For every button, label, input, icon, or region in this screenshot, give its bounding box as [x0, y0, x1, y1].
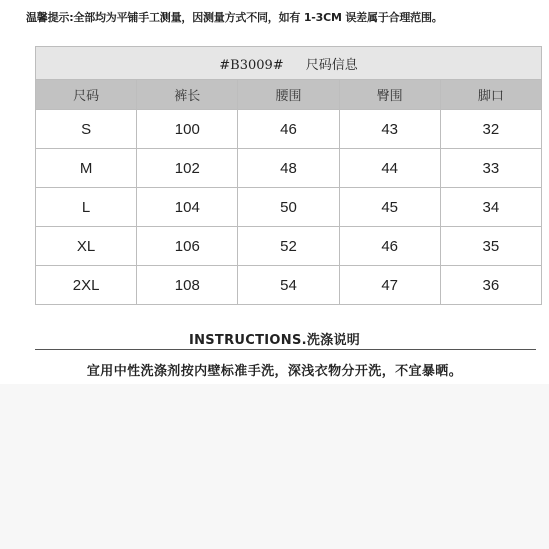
- table-row: [36, 149, 542, 188]
- size-table: [35, 46, 542, 305]
- table-cell: 100: [137, 110, 238, 149]
- table-cell: M: [36, 149, 137, 188]
- table-row: [36, 110, 542, 149]
- table-cell: 34: [440, 188, 541, 227]
- table-header-row: [36, 80, 542, 110]
- table-cell: 48: [238, 149, 339, 188]
- table-cell: 47: [339, 266, 440, 305]
- empty-background-area: [0, 384, 549, 549]
- table-cell: S: [36, 110, 137, 149]
- table-cell: 44: [339, 149, 440, 188]
- divider: [35, 349, 536, 350]
- table-cell: 106: [137, 227, 238, 266]
- table-cell: 108: [137, 266, 238, 305]
- table-cell: 52: [238, 227, 339, 266]
- table-cell: 36: [440, 266, 541, 305]
- table-cell: 54: [238, 266, 339, 305]
- table-cell: 2XL: [36, 266, 137, 305]
- table-cell: 33: [440, 149, 541, 188]
- table-cell: L: [36, 188, 137, 227]
- product-code: #B3009#: [219, 57, 284, 73]
- table-cell: 35: [440, 227, 541, 266]
- table-title: [36, 47, 542, 80]
- table-cell: 46: [339, 227, 440, 266]
- instructions-text: 宜用中性洗涤剂按内壁标准手洗，深浅衣物分开洗，不宜暴晒。: [86, 364, 463, 379]
- table-row: [36, 266, 542, 305]
- table-row: [36, 227, 542, 266]
- table-cell: 50: [238, 188, 339, 227]
- table-cell: 32: [440, 110, 541, 149]
- table-title-row: [36, 47, 542, 80]
- header-length: 裤长: [137, 80, 238, 110]
- header-waist: 腰围: [238, 80, 339, 110]
- table-cell: 45: [339, 188, 440, 227]
- header-hip: 臀围: [339, 80, 440, 110]
- measurement-notice: 温馨提示:全部均为平铺手工测量，因测量方式不同，如有 1-3CM 误差属于合理范围。: [26, 11, 443, 24]
- table-cell: 104: [137, 188, 238, 227]
- instructions-title: INSTRUCTIONS.洗涤说明: [188, 333, 361, 348]
- table-cell: 43: [339, 110, 440, 149]
- table-cell: 46: [238, 110, 339, 149]
- header-size: 尺码: [36, 80, 137, 110]
- table-row: [36, 188, 542, 227]
- table-cell: 102: [137, 149, 238, 188]
- table-cell: XL: [36, 227, 137, 266]
- table-title-text: 尺码信息: [305, 57, 358, 73]
- header-hem: 脚口: [440, 80, 541, 110]
